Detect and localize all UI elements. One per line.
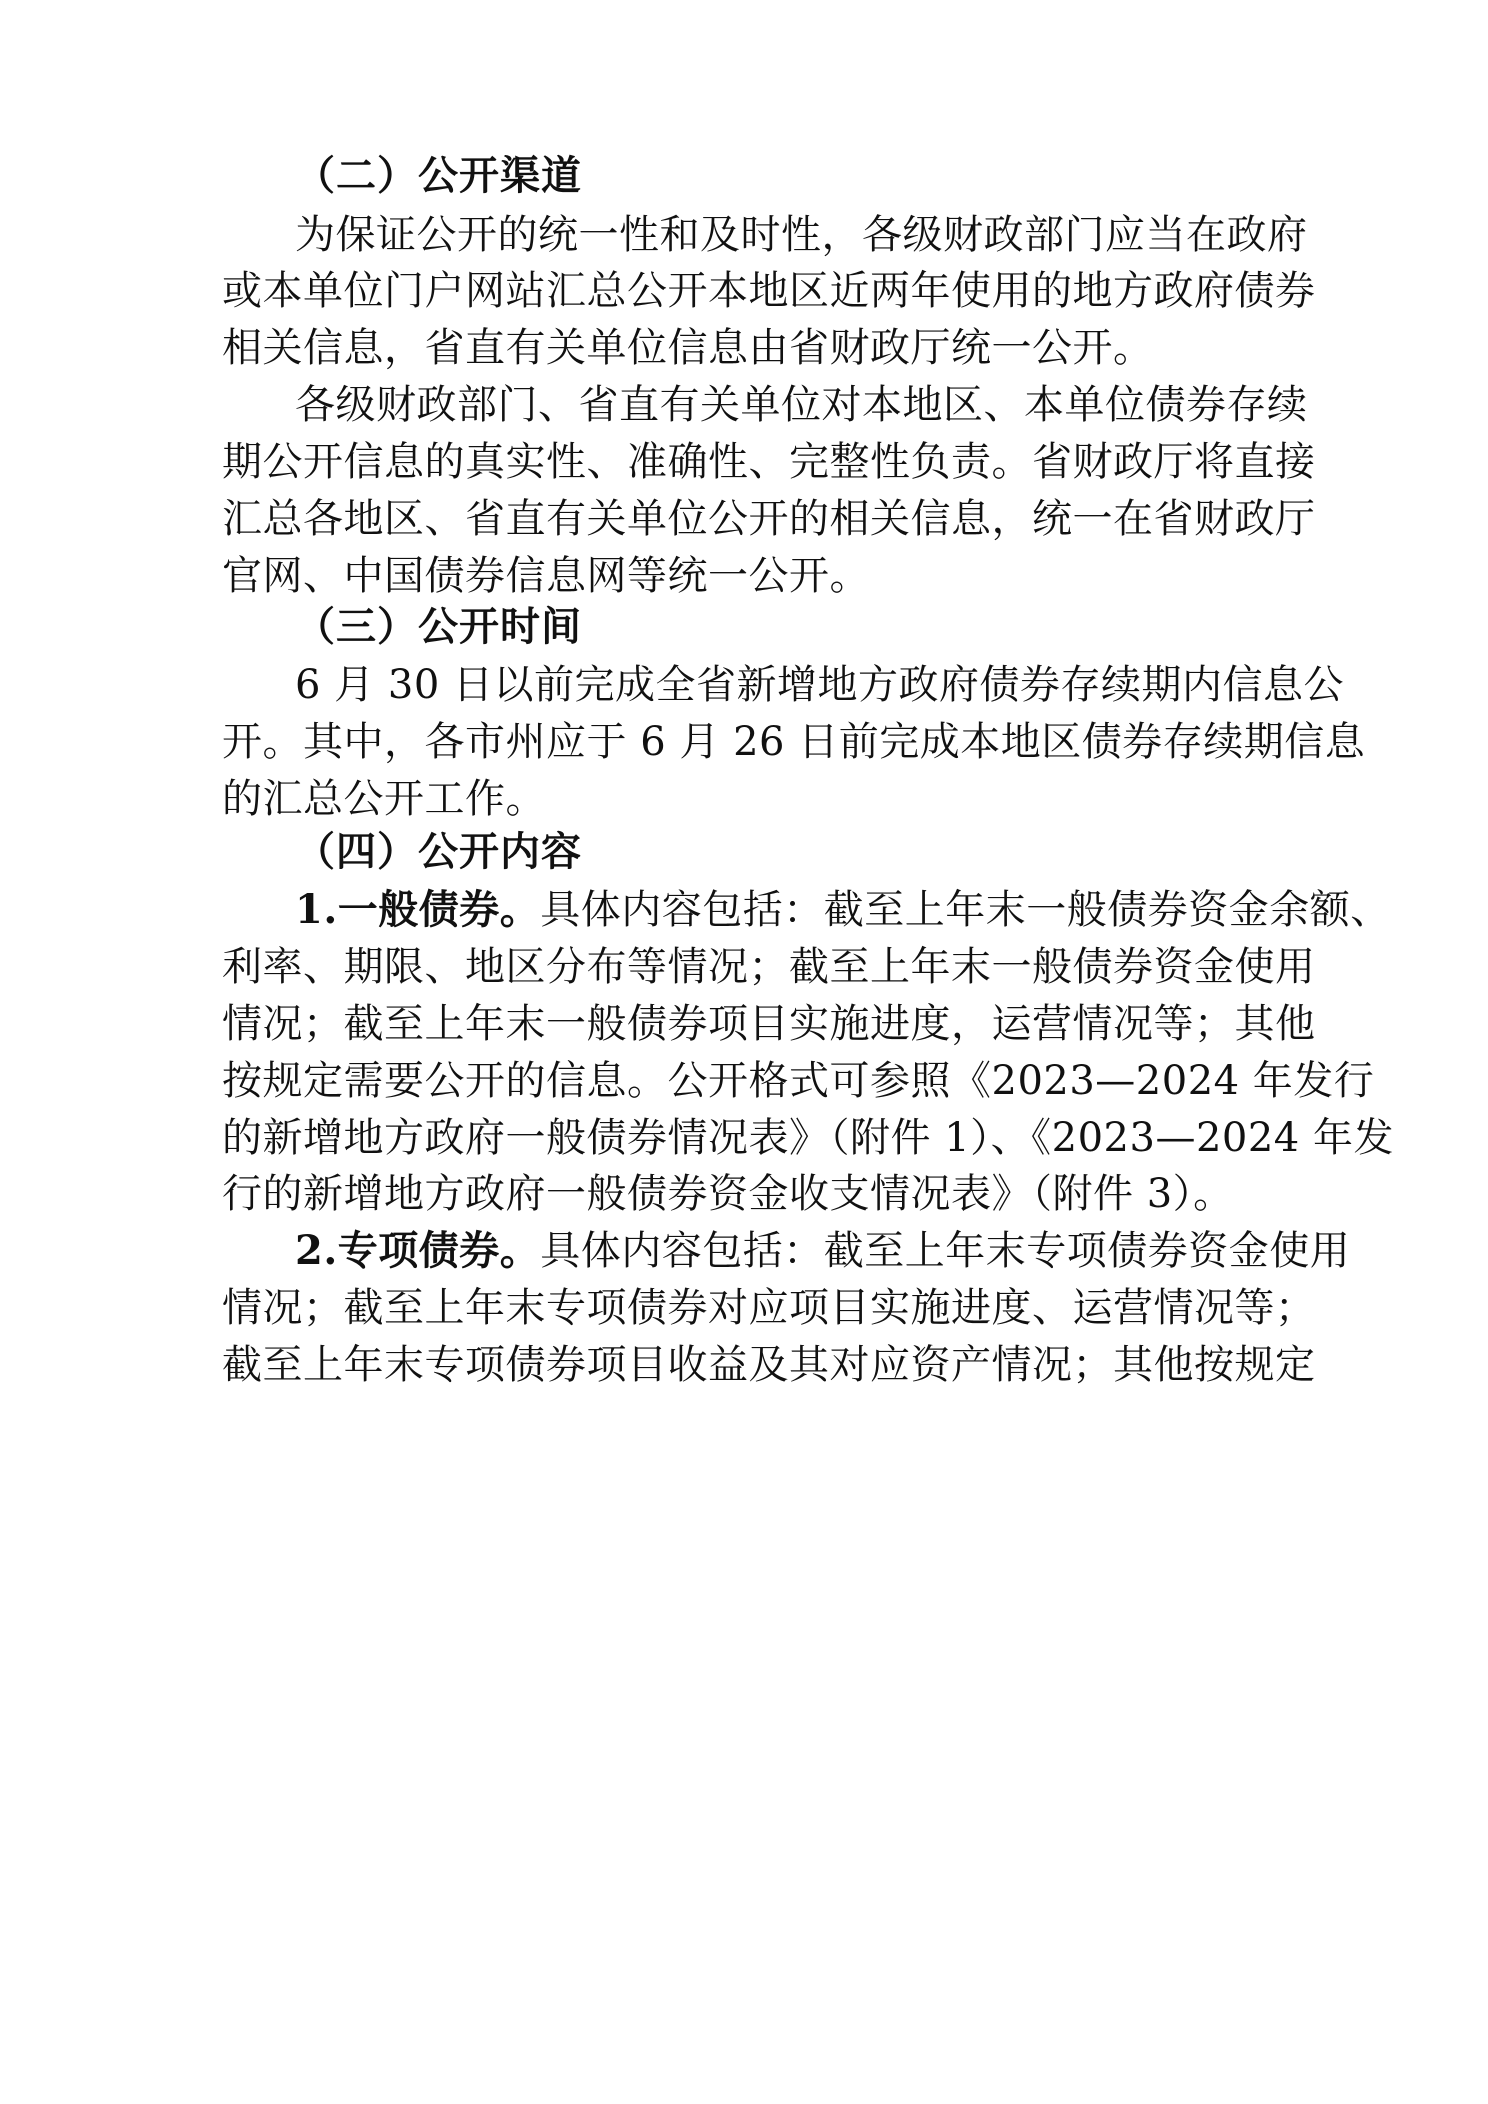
paragraph-line: 按规定需要公开的信息。公开格式可参照《2023—2024 年发行 <box>222 1058 1375 1104</box>
paragraph-line: 的汇总公开工作。 <box>222 776 546 822</box>
paragraph-line-general-lead <box>295 886 1391 934</box>
paragraph-line: 为保证公开的统一性和及时性，各级财政部门应当在政府 <box>295 212 1308 258</box>
paragraph-line: 各级财政部门、省直有关单位对本地区、本单位债券存续 <box>295 382 1308 428</box>
section-heading-channel: （二）公开渠道 <box>295 153 582 199</box>
paragraph-line: 行的新增地方政府一般债券资金收支情况表》（附件 3）。 <box>222 1171 1234 1217</box>
paragraph-line: 开。其中，各市州应于 6 月 26 日前完成本地区债券存续期信息 <box>222 719 1366 765</box>
paragraph-line: 的新增地方政府一般债券情况表》（附件 1）、《2023—2024 年发 <box>222 1115 1394 1161</box>
paragraph-line: 或本单位门户网站汇总公开本地区近两年使用的地方政府债券 <box>222 268 1316 314</box>
paragraph-line-special-lead <box>295 1227 1351 1275</box>
paragraph-line: 利率、期限、地区分布等情况；截至上年末一般债券资金使用 <box>222 944 1316 990</box>
paragraph-line: 期公开信息的真实性、准确性、完整性负责。省财政厅将直接 <box>222 439 1316 485</box>
paragraph-text: 具体内容包括：截至上年末专项债券资金使用 <box>540 1228 1351 1274</box>
paragraph-line: 情况；截至上年末专项债券对应项目实施进度、运营情况等； <box>222 1285 1316 1331</box>
section-heading-content: （四）公开内容 <box>295 829 582 875</box>
paragraph-line: 汇总各地区、省直有关单位公开的相关信息，统一在省财政厅 <box>222 496 1316 542</box>
paragraph-line: 6 月 30 日以前完成全省新增地方政府债券存续期内信息公 <box>295 662 1344 708</box>
subheading-general-bonds: 1.一般债券。 <box>295 886 541 933</box>
section-heading-time: （三）公开时间 <box>295 604 582 650</box>
paragraph-line: 相关信息，省直有关单位信息由省财政厅统一公开。 <box>222 325 1154 371</box>
subheading-special-bonds: 2.专项债券。 <box>295 1227 541 1274</box>
paragraph-line: 情况；截至上年末一般债券项目实施进度，运营情况等；其他 <box>222 1001 1316 1047</box>
paragraph-text: 具体内容包括：截至上年末一般债券资金余额、 <box>540 887 1391 933</box>
paragraph-line: 截至上年末专项债券项目收益及其对应资产情况；其他按规定 <box>222 1342 1316 1388</box>
paragraph-line: 官网、中国债券信息网等统一公开。 <box>222 553 870 599</box>
